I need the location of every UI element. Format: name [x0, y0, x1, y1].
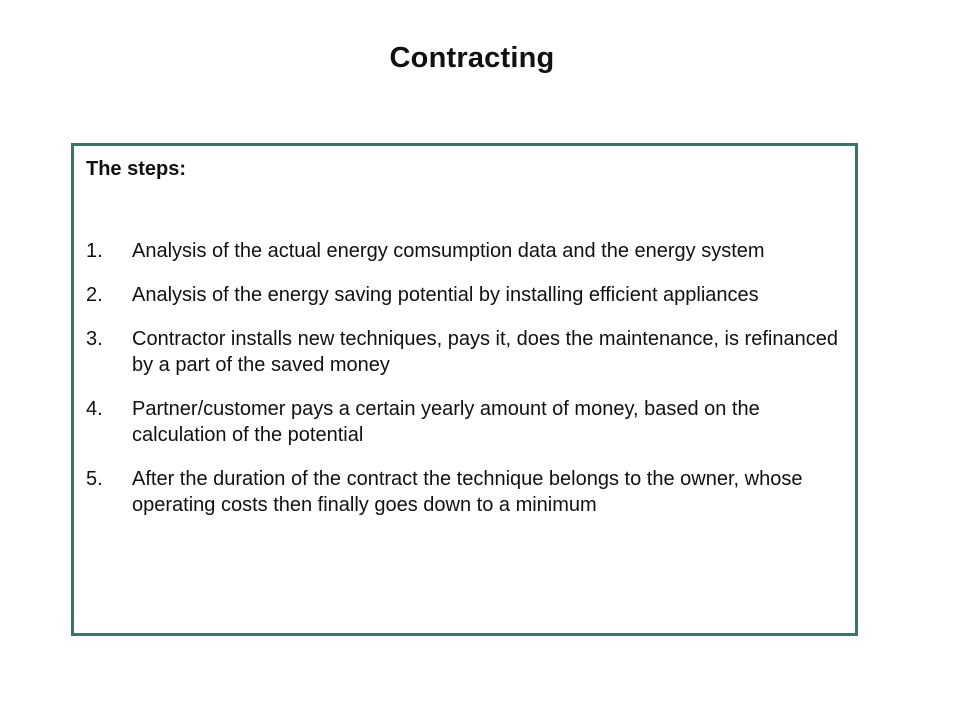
step-text: After the duration of the contract the technique belongs to the owner, whose operating costs then finally goes down to a minimum: [132, 468, 803, 516]
step-item-4: [86, 396, 844, 448]
step-item-1: [86, 238, 844, 264]
slide-title: Contracting: [389, 42, 555, 74]
steps-heading: The steps:: [86, 158, 187, 180]
step-number: 3.: [86, 328, 103, 350]
step-text: Contractor installs new techniques, pays it, does the maintenance, is refinanced by a part of the saved money: [132, 328, 838, 376]
step-number: 1.: [86, 240, 103, 262]
step-text: Partner/customer pays a certain yearly amount of money, based on the calculation of the potential: [132, 398, 760, 446]
step-number: 2.: [86, 284, 103, 306]
step-item-2: [86, 282, 844, 308]
step-text: Analysis of the energy saving potential by installing efficient appliances: [132, 284, 759, 306]
step-item-5: [86, 466, 844, 518]
steps-box: [71, 143, 858, 636]
step-number: 4.: [86, 398, 103, 420]
step-item-3: [86, 326, 844, 378]
step-text: Analysis of the actual energy comsumption data and the energy system: [132, 240, 765, 262]
steps-list: [86, 238, 844, 536]
step-number: 5.: [86, 468, 103, 490]
